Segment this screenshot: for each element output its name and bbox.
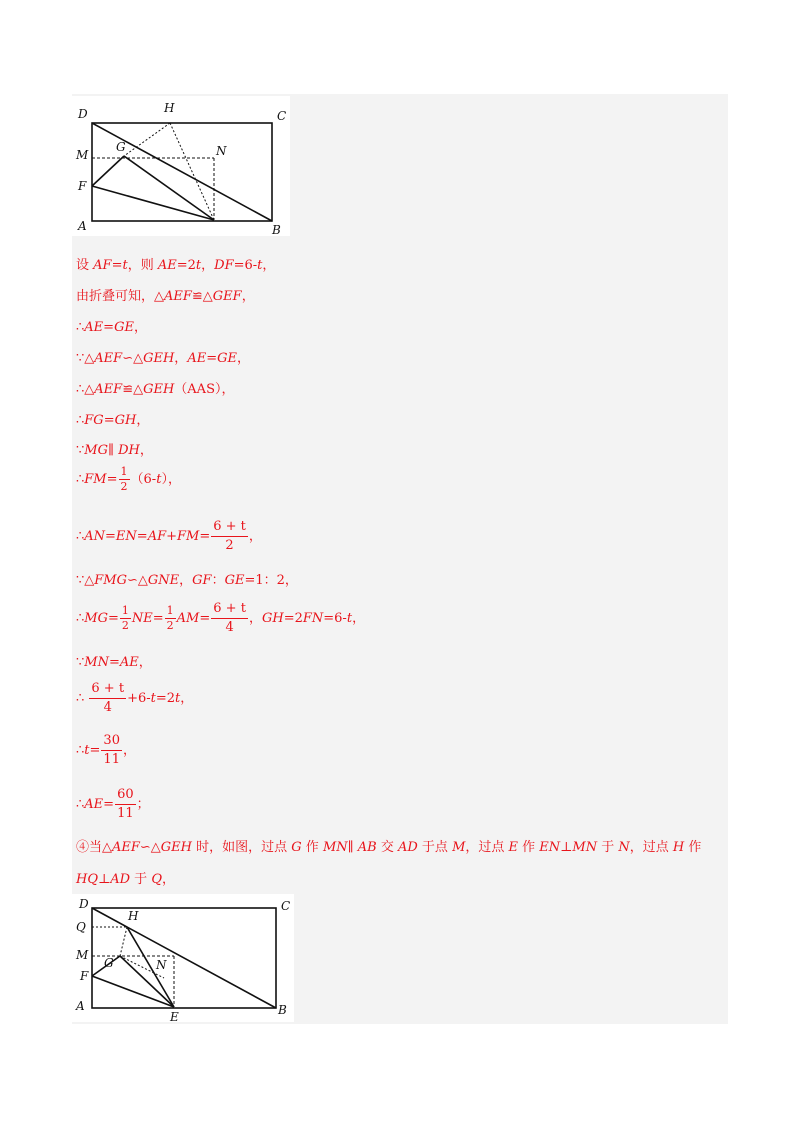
label-Q2: Q	[76, 920, 86, 934]
label-N2: N	[156, 958, 167, 972]
line-1: 设 AF=t，则 AE=2t，DF=6-t，	[76, 258, 276, 273]
label-M: M	[76, 148, 89, 162]
fraction-half: $\frac{1}{2}$	[120, 465, 128, 493]
label-A2: A	[76, 999, 85, 1013]
fraction-60-over-11: $\frac{60}{11}$	[117, 787, 134, 821]
line-12: ∵MN=AE，	[76, 655, 152, 670]
line-10: ∵△FMG∽△GNE，GF：GE=1：2，	[76, 573, 298, 588]
label-B2: B	[278, 1003, 287, 1017]
line-8: ∴FM= $\frac{1}{2}$ （6-t），	[76, 465, 181, 493]
line-14: ∴t= $\frac{30}{11}$ ，	[76, 733, 136, 767]
label-G: G	[116, 140, 126, 154]
label-C: C	[277, 109, 287, 123]
line-6: ∴FG=GH，	[76, 413, 150, 428]
fraction-6t-over-4-b: $\frac{6 + t}{4}$	[91, 681, 125, 715]
line-2: 由折叠可知，△AEF≌△GEF，	[76, 289, 255, 304]
label-H: H	[164, 101, 175, 115]
line-4: ∵△AEF∽△GEH，AE=GE，	[76, 351, 250, 366]
label-F: F	[78, 179, 87, 193]
line-17: HQ⊥AD 于 Q，	[76, 872, 175, 887]
label-H2: H	[128, 909, 139, 923]
line-9: ∴AN=EN=AF+FM= $\frac{6 + t}{2}$ ，	[76, 519, 262, 553]
line-16: ④当△AEF∽△GEH 时，如图，过点 G 作 MN∥ AB 交 AD 于点 M，过点 E 作 EN⊥MN 于 N，过点 H 作	[76, 840, 702, 855]
fraction-30-over-11: $\frac{30}{11}$	[103, 733, 120, 767]
label-A: A	[78, 219, 87, 233]
fraction-half-b: $\frac{1}{2}$	[166, 604, 174, 632]
geometry-figure-1	[72, 96, 290, 236]
figure-1-svg	[72, 96, 290, 236]
label-G2: G	[104, 956, 114, 970]
label-E2: E	[170, 1010, 179, 1022]
line-13: ∴ $\frac{6 + t}{4}$ +6-t=2t，	[76, 681, 194, 715]
label-M2: M	[76, 948, 89, 962]
line-5: ∴△AEF≌△GEH（AAS），	[76, 382, 235, 397]
fraction-6t-over-2: $\frac{6 + t}{2}$	[213, 519, 246, 553]
fraction-half-a: $\frac{1}{2}$	[121, 604, 129, 632]
line-7: ∵MG∥ DH，	[76, 443, 153, 458]
label-B: B	[272, 223, 281, 236]
fraction-6t-over-4: $\frac{6 + t}{4}$	[213, 601, 246, 635]
label-C2: C	[281, 899, 291, 913]
line-3: ∴AE=GE，	[76, 320, 147, 335]
geometry-figure-2	[72, 894, 294, 1022]
line-11: ∴MG= $\frac{1}{2}$ NE= $\frac{1}{2}$ AM= $\frac{6 + t}{4}$ ，GH=2FN=6-t，	[76, 601, 366, 635]
line-15: ∴AE= $\frac{60}{11}$ ；	[76, 787, 150, 821]
label-D: D	[78, 107, 88, 121]
label-N: N	[216, 144, 227, 158]
label-F2: F	[80, 969, 89, 983]
figure-2-svg	[72, 894, 294, 1022]
label-D2: D	[79, 897, 89, 911]
